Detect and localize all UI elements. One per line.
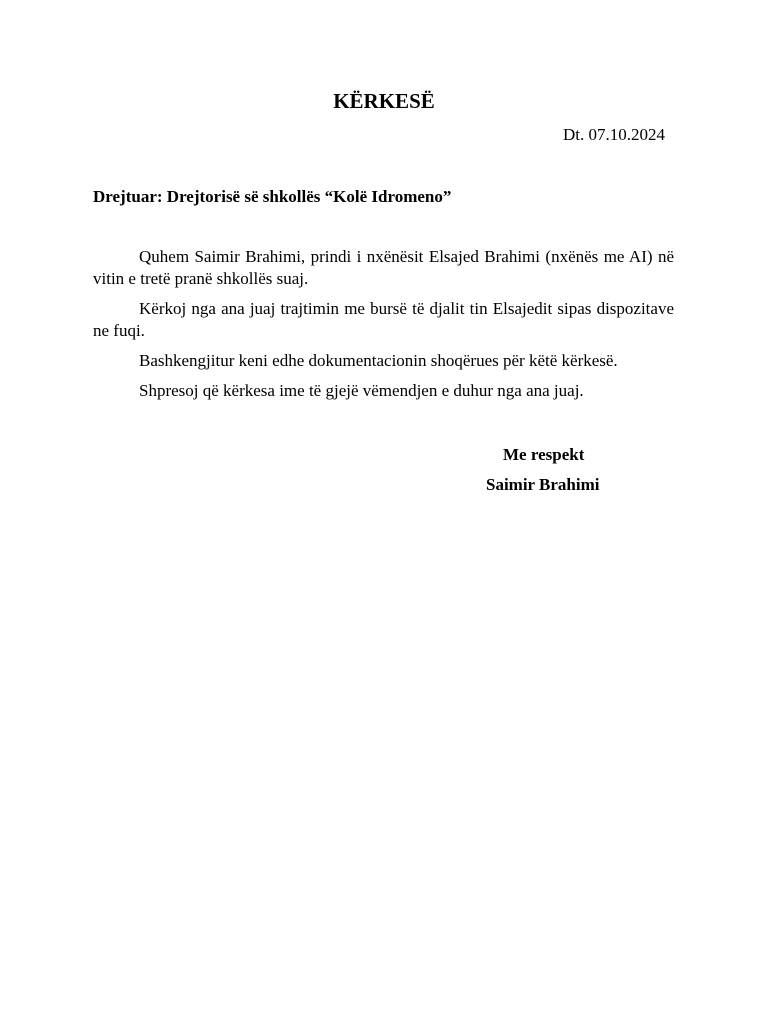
body-paragraph: Kërkoj nga ana juaj trajtimin me bursë të djalit tin Elsajedit sipas dispozitave ne fuqi. [93, 299, 674, 340]
body-paragraph: Bashkengjitur keni edhe dokumentacionin shoqërues për këtë kërkesë. [139, 351, 618, 370]
document-date: Dt. 07.10.2024 [563, 125, 665, 144]
signature-name: Saimir Brahimi [486, 475, 600, 494]
body-paragraph: Quhem Saimir Brahimi, prindi i nxënësit Elsajed Brahimi (nxënës me AI) në vitin e tretë pranë shkollës suaj. [93, 247, 674, 288]
document-title: KËRKESË [333, 89, 435, 113]
addressee-line: Drejtuar: Drejtorisë së shkollës “Kolë Idromeno” [93, 187, 452, 206]
body-paragraph: Shpresoj që kërkesa ime të gjejë vëmendjen e duhur nga ana juaj. [139, 381, 584, 400]
signoff-block [486, 444, 646, 496]
closing-phrase: Me respekt [503, 445, 585, 464]
letter-body [93, 246, 674, 410]
